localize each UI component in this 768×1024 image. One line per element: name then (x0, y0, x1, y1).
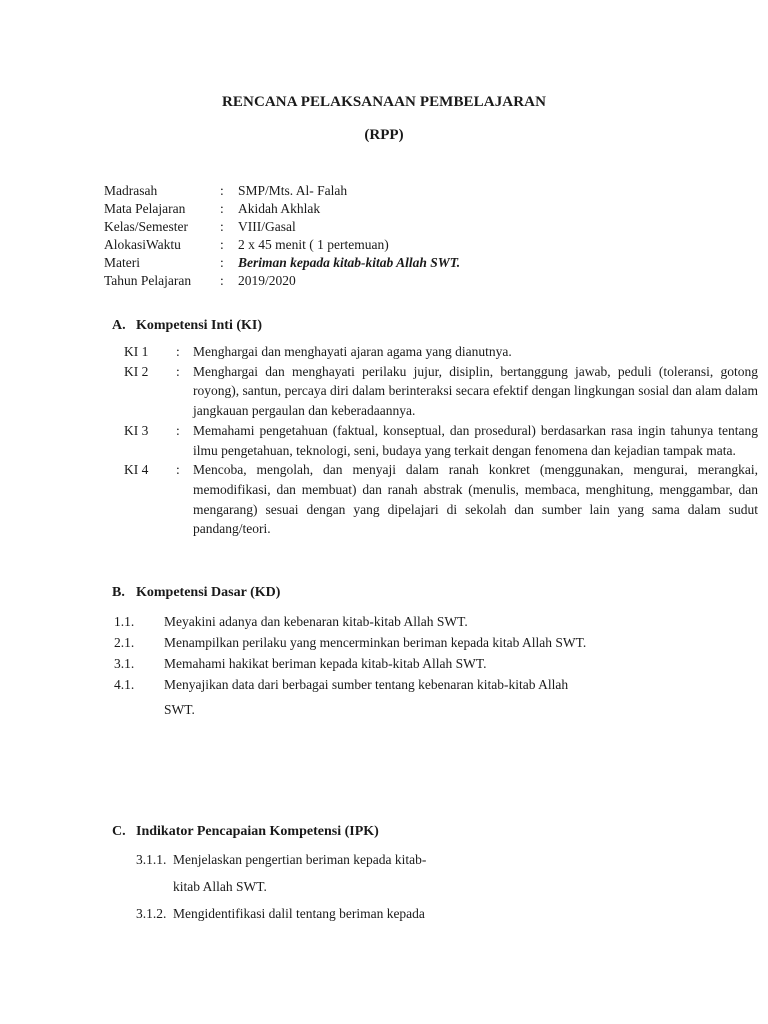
identity-label: Mata Pelajaran (104, 201, 186, 216)
identity-row (104, 272, 460, 290)
ki-colon: : (176, 363, 180, 379)
identity-value: VIII/Gasal (238, 219, 296, 234)
ipk-number: 3.1.2. (136, 906, 167, 921)
identity-colon: : (220, 183, 224, 198)
section-a-heading (112, 318, 262, 334)
kd-item (114, 633, 674, 654)
kd-list (114, 612, 674, 719)
identity-value: Beriman kepada kitab-kitab Allah SWT. (238, 255, 461, 270)
identity-value: SMP/Mts. Al- Falah (238, 183, 348, 198)
identity-label: Kelas/Semester (104, 219, 188, 234)
ki-colon: : (176, 344, 180, 359)
kd-number: 2.1. (114, 635, 135, 650)
kd-text: Meyakini adanya dan kebenaran kitab-kitab Allah SWT. (164, 614, 468, 629)
section-letter: B. (112, 585, 125, 600)
ki-text: Memahami pengetahuan (faktual, konseptual, dan prosedural) berdasarkan rasa ingin tahunya tentang ilmu pengetahuan, teknologi, seni, budaya yang terkait dengan fenomena dan kejadian tampak mata. (193, 422, 758, 458)
document-subtitle: (RPP) (364, 127, 404, 143)
identity-row (104, 200, 460, 218)
kd-number: 1.1. (114, 614, 135, 629)
identity-row (104, 218, 460, 236)
identity-colon: : (220, 255, 224, 270)
identity-label: Madrasah (104, 183, 158, 198)
ki-item (124, 342, 758, 362)
kd-text: Menyajikan data dari berbagai sumber tentang kebenaran kitab-kitab Allah (164, 677, 569, 692)
ki-label: KI 1 (124, 344, 149, 359)
kd-item (114, 675, 674, 694)
ki-text: Menghargai dan menghayati ajaran agama yang dianutnya. (193, 344, 512, 359)
kd-number: 4.1. (114, 677, 135, 692)
section-b-heading (112, 585, 280, 601)
identity-row (104, 236, 460, 254)
identity-label: Materi (104, 255, 140, 270)
ki-list (124, 342, 758, 539)
ipk-list (136, 850, 696, 923)
kd-text: Memahami hakikat beriman kepada kitab-kitab Allah SWT. (164, 656, 487, 671)
ipk-number: 3.1.1. (136, 852, 167, 867)
ipk-continuation: kitab Allah SWT. (173, 879, 267, 894)
ki-label: KI 2 (124, 363, 149, 379)
ki-text: Menghargai dan menghayati perilaku jujur, disiplin, bertanggung jawab, peduli (toleransi, gotong royong), santun, percaya diri dalam berinteraksi secara efektif dengan lingkungan sosial dan alam dalam jangkauan pergaulan dan keberadaannya. (193, 363, 758, 419)
identity-label: Tahun Pelajaran (104, 273, 192, 288)
ipk-text: Mengidentifikasi dalil tentang beriman kepada (173, 906, 425, 921)
ipk-item (136, 850, 696, 869)
identity-label: AlokasiWaktu (104, 237, 181, 252)
section-c-heading (112, 824, 379, 840)
identity-row (104, 182, 460, 200)
kd-continuation: SWT. (164, 702, 195, 717)
ki-item (124, 362, 758, 421)
identity-row (104, 254, 460, 272)
ipk-item (136, 904, 696, 923)
kd-item (114, 612, 674, 633)
ki-colon: : (176, 462, 180, 478)
identity-colon: : (220, 237, 224, 252)
identity-colon: : (220, 273, 224, 288)
identity-value: 2 x 45 menit ( 1 pertemuan) (238, 237, 389, 252)
ki-label: KI 3 (124, 422, 149, 438)
section-title: Indikator Pencapaian Kompetensi (IPK) (136, 824, 379, 839)
identity-colon: : (220, 201, 224, 216)
section-title: Kompetensi Dasar (KD) (136, 585, 281, 600)
identity-colon: : (220, 219, 224, 234)
kd-text: Menampilkan perilaku yang mencerminkan beriman kepada kitab Allah SWT. (164, 635, 587, 650)
identity-value: 2019/2020 (238, 273, 296, 288)
identity-table (104, 182, 460, 290)
kd-item (114, 654, 674, 675)
identity-value: Akidah Akhlak (238, 201, 321, 216)
ki-text: Mencoba, mengolah, dan menyaji dalam ranah konkret (menggunakan, mengurai, merangkai, memodifikasi, dan membuat) dan ranah abstrak (menulis, membaca, menghitung, menggambar, dan mengarang) sesuai dengan yang dipelajari di sekolah dan sumber lain yang sama dalam sudut pandang/teori. (193, 462, 758, 537)
ipk-text: Menjelaskan pengertian beriman kepada kitab- (173, 852, 427, 867)
ki-item (124, 460, 758, 539)
section-letter: C. (112, 824, 126, 839)
ki-item (124, 421, 758, 460)
document-title: RENCANA PELAKSANAAN PEMBELAJARAN (221, 94, 547, 110)
kd-number: 3.1. (114, 656, 135, 671)
ki-label: KI 4 (124, 462, 149, 478)
section-letter: A. (112, 318, 126, 333)
section-title: Kompetensi Inti (KI) (136, 318, 262, 333)
ki-colon: : (176, 422, 180, 438)
